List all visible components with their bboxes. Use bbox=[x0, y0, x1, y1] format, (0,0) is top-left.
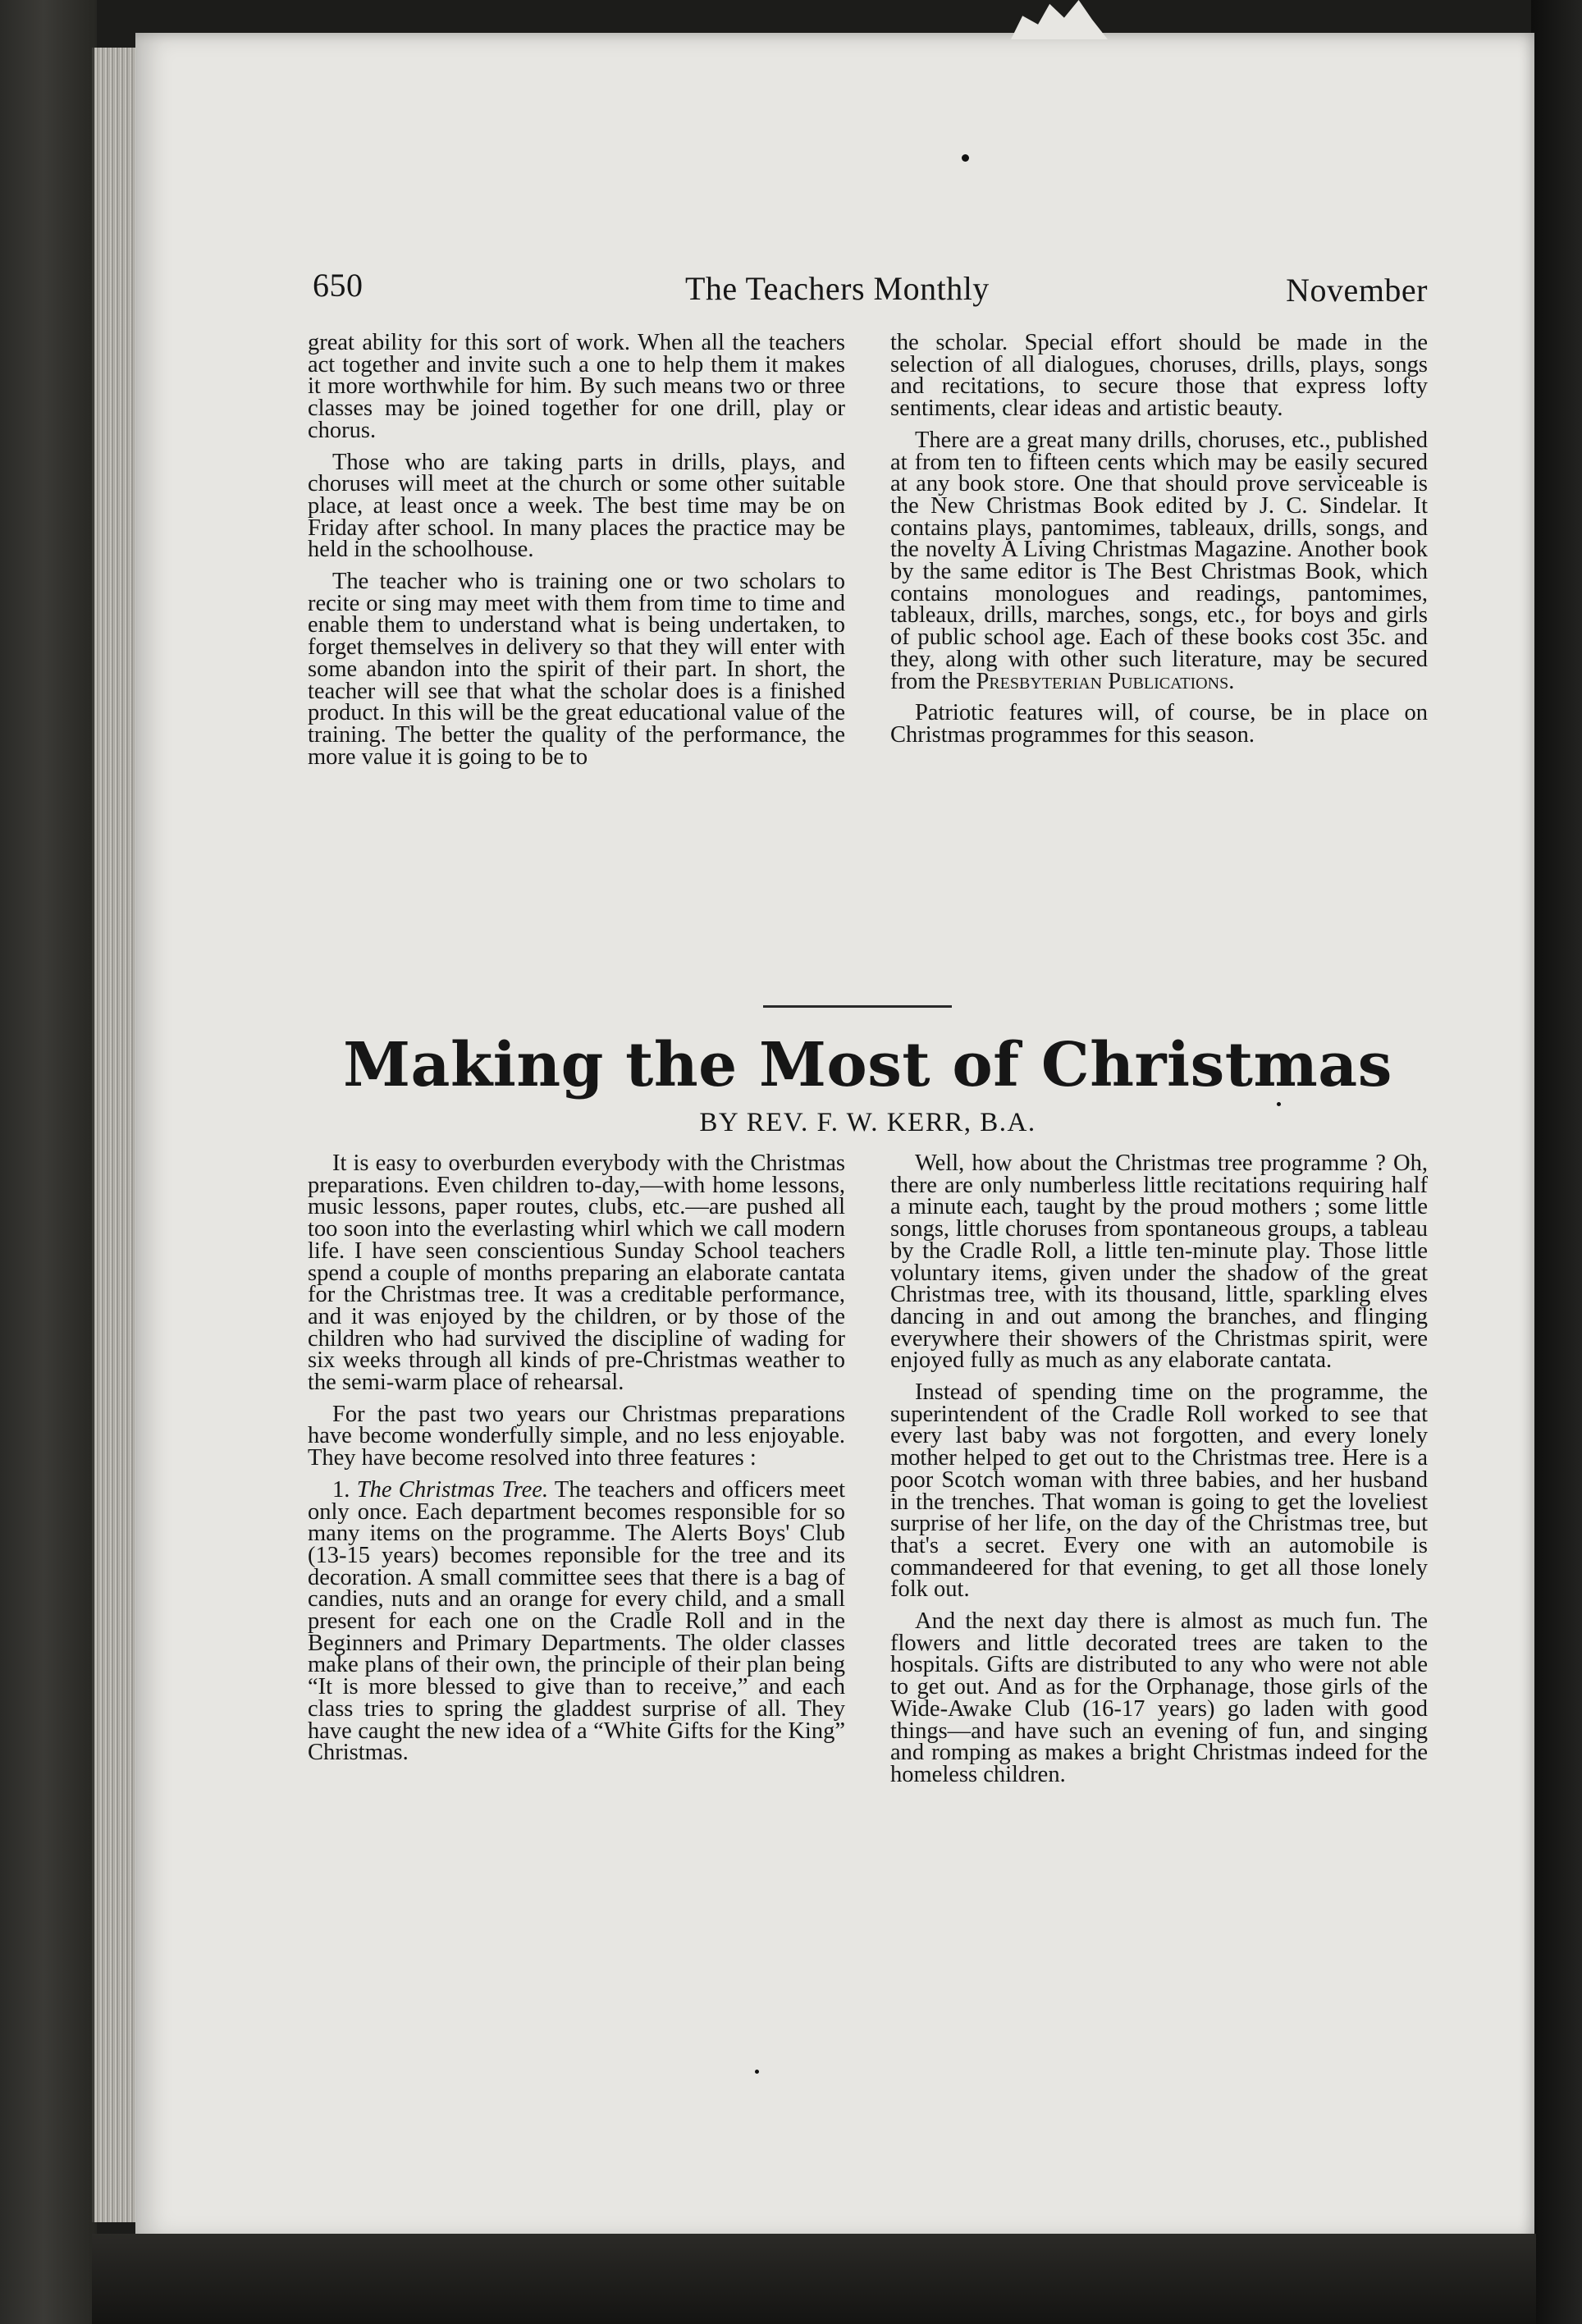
scanner-bed-left bbox=[0, 0, 97, 2324]
paragraph: And the next day there is almost as much fun. The flowers and little decorated trees are taken to the hospitals. Gifts are distributed to any who were not able to get out. And as for the Orphanage, those girls of the Wide-Awake Club (16-17 years) go laden with good things—and have such an evening of fun, and singing and romping as makes a bright Christmas indeed for the homeless children. bbox=[890, 1608, 1428, 1787]
top-right-column bbox=[890, 332, 1428, 778]
issue-month: November bbox=[1286, 272, 1428, 309]
article-left-column bbox=[308, 1153, 845, 1796]
section-divider bbox=[763, 1005, 952, 1008]
article-columns bbox=[308, 1153, 1428, 1796]
article-byline: BY REV. F. W. KERR, B.A. bbox=[699, 1108, 1036, 1137]
paragraph bbox=[308, 1476, 845, 1766]
ink-speck bbox=[962, 154, 969, 162]
ink-speck bbox=[755, 2070, 759, 2074]
page-edges bbox=[92, 48, 142, 2222]
running-header bbox=[308, 263, 1428, 320]
article-right-column bbox=[890, 1153, 1428, 1796]
paragraph-text: The teachers and officers meet only once. Each department becomes responsible for so many items on the programme. The Alerts Boys' Club (13-15 years) becomes reponsible for the tree and its decoration. A small committee sees that there is a bag of candies, nuts and an orange for every child, and a small present for each one on the Cradle Roll and in the Beginners and Primary Departments. The older classes make plans of their own, the principle of their plan being “It is more blessed to give than to receive,” and each class tries to spring the gladdest surprise of all. They have caught the new idea of a “White Gifts for the King” Christmas. bbox=[308, 1476, 845, 1766]
paragraph: Those who are taking parts in drills, plays, and choruses will meet at the church or some other suitable place, at least once a week. The best time may be on Friday after school. In many places the practice may be held in the schoolhouse. bbox=[308, 449, 845, 563]
page-number: 650 bbox=[313, 267, 363, 304]
page-content bbox=[308, 263, 1428, 1787]
feature-number: 1. bbox=[332, 1476, 350, 1503]
paragraph: Patriotic features will, of course, be in place on Christmas programmes for this season. bbox=[890, 700, 1428, 748]
article-title: Making the Most of Christmas bbox=[343, 1030, 1392, 1100]
feature-heading: The Christmas Tree. bbox=[356, 1476, 549, 1503]
scanner-bed-right bbox=[1531, 0, 1582, 2324]
paragraph: For the past two years our Christmas preparations have become wonderfully simple, and no less enjoyable. They have become resolved into three features : bbox=[308, 1401, 845, 1471]
paragraph: The teacher who is training one or two scholars to recite or sing may meet with them from time to time and enable them to understand what is being undertaken, to forget themselves in delivery so that they will enter with some abandon into the spirit of their part. In short, the teacher will see that what the scholar does is a finished product. In this will be the great educational value of the training. The better the quality of the performance, the more value it is going to be to bbox=[308, 569, 845, 770]
paragraph-text: There are a great many drills, choruses, etc., published at from ten to fifteen cents which may be easily secured at any book store. One that should prove serviceable is the New Christmas Book edited by J. C. Sindelar. It contains plays, pantomimes, tableaux, drills, songs, and the novelty A Living Christmas Magazine. Another book by the same editor is The Best Christmas Book, which contains monologues and readings, pantomimes, tableaux, drills, marches, songs, etc., for boys and girls of public school age. Each of these books cost 35c. and they, along with other such literature, may be secured from the bbox=[890, 427, 1428, 694]
scanner-bed-bottom bbox=[92, 2234, 1536, 2324]
paragraph: Instead of spending time on the programme, the superintendent of the Cradle Roll worked to see that every last baby was not forgotten, and every lonely mother helped to get out to the Christmas tree. Here is a poor Scotch woman with three babies, and her husband in the trenches. That woman is going to get the loveliest surprise of her life, on the day of the Christmas tree, but that's a secret. Every one with an automobile is commandeered for that evening, to get all those lonely folk out. bbox=[890, 1379, 1428, 1603]
top-left-column bbox=[308, 332, 845, 778]
paragraph: It is easy to overburden everybody with the Christmas preparations. Even children to-day,—with home lessons, music lessons, paper routes, clubs, etc.—are pushed all too soon into the everlasting whirl which we call modern life. I have seen conscientious Sunday School teachers spend a couple of months preparing an elaborate cantata for the Christmas tree. It was a creditable performance, and it was enjoyed by the children, or by those of the children who had survived the discipline of wading for six weeks through all kinds of pre-Christmas weather to the semi-warm place of rehearsal. bbox=[308, 1151, 845, 1396]
paragraph: the scholar. Special effort should be made in the selection of all dialogues, choruses, drills, plays, songs and recitations, to secure those that express lofty sentiments, clear ideas and artistic beauty. bbox=[890, 330, 1428, 422]
top-columns bbox=[308, 332, 1428, 778]
publisher-name: Presbyterian Publications. bbox=[976, 668, 1235, 694]
torn-paper-fragment bbox=[1011, 0, 1108, 39]
ink-speck bbox=[1277, 1102, 1281, 1106]
journal-title: The Teachers Monthly bbox=[685, 270, 990, 307]
paragraph: Well, how about the Christmas tree programme ? Oh, there are only numberless little recitations requiring half a minute each, taught by the proud mothers ; some little songs, little choruses from spontaneous groups, a tableau by the Cradle Roll, a little ten-minute play. Those little voluntary items, given under the shadow of the great Christmas tree, with its thousand, little, sparkling elves dancing in and out among the branches, and flinging everywhere their showers of the Christmas spirit, were enjoyed fully as much as any elaborate cantata. bbox=[890, 1151, 1428, 1374]
paragraph bbox=[890, 427, 1428, 694]
paragraph: great ability for this sort of work. When all the teachers act together and invite such a one to help them it makes it more worthwhile for him. By such means two or three classes may be joined together for one drill, play or chorus. bbox=[308, 330, 845, 443]
